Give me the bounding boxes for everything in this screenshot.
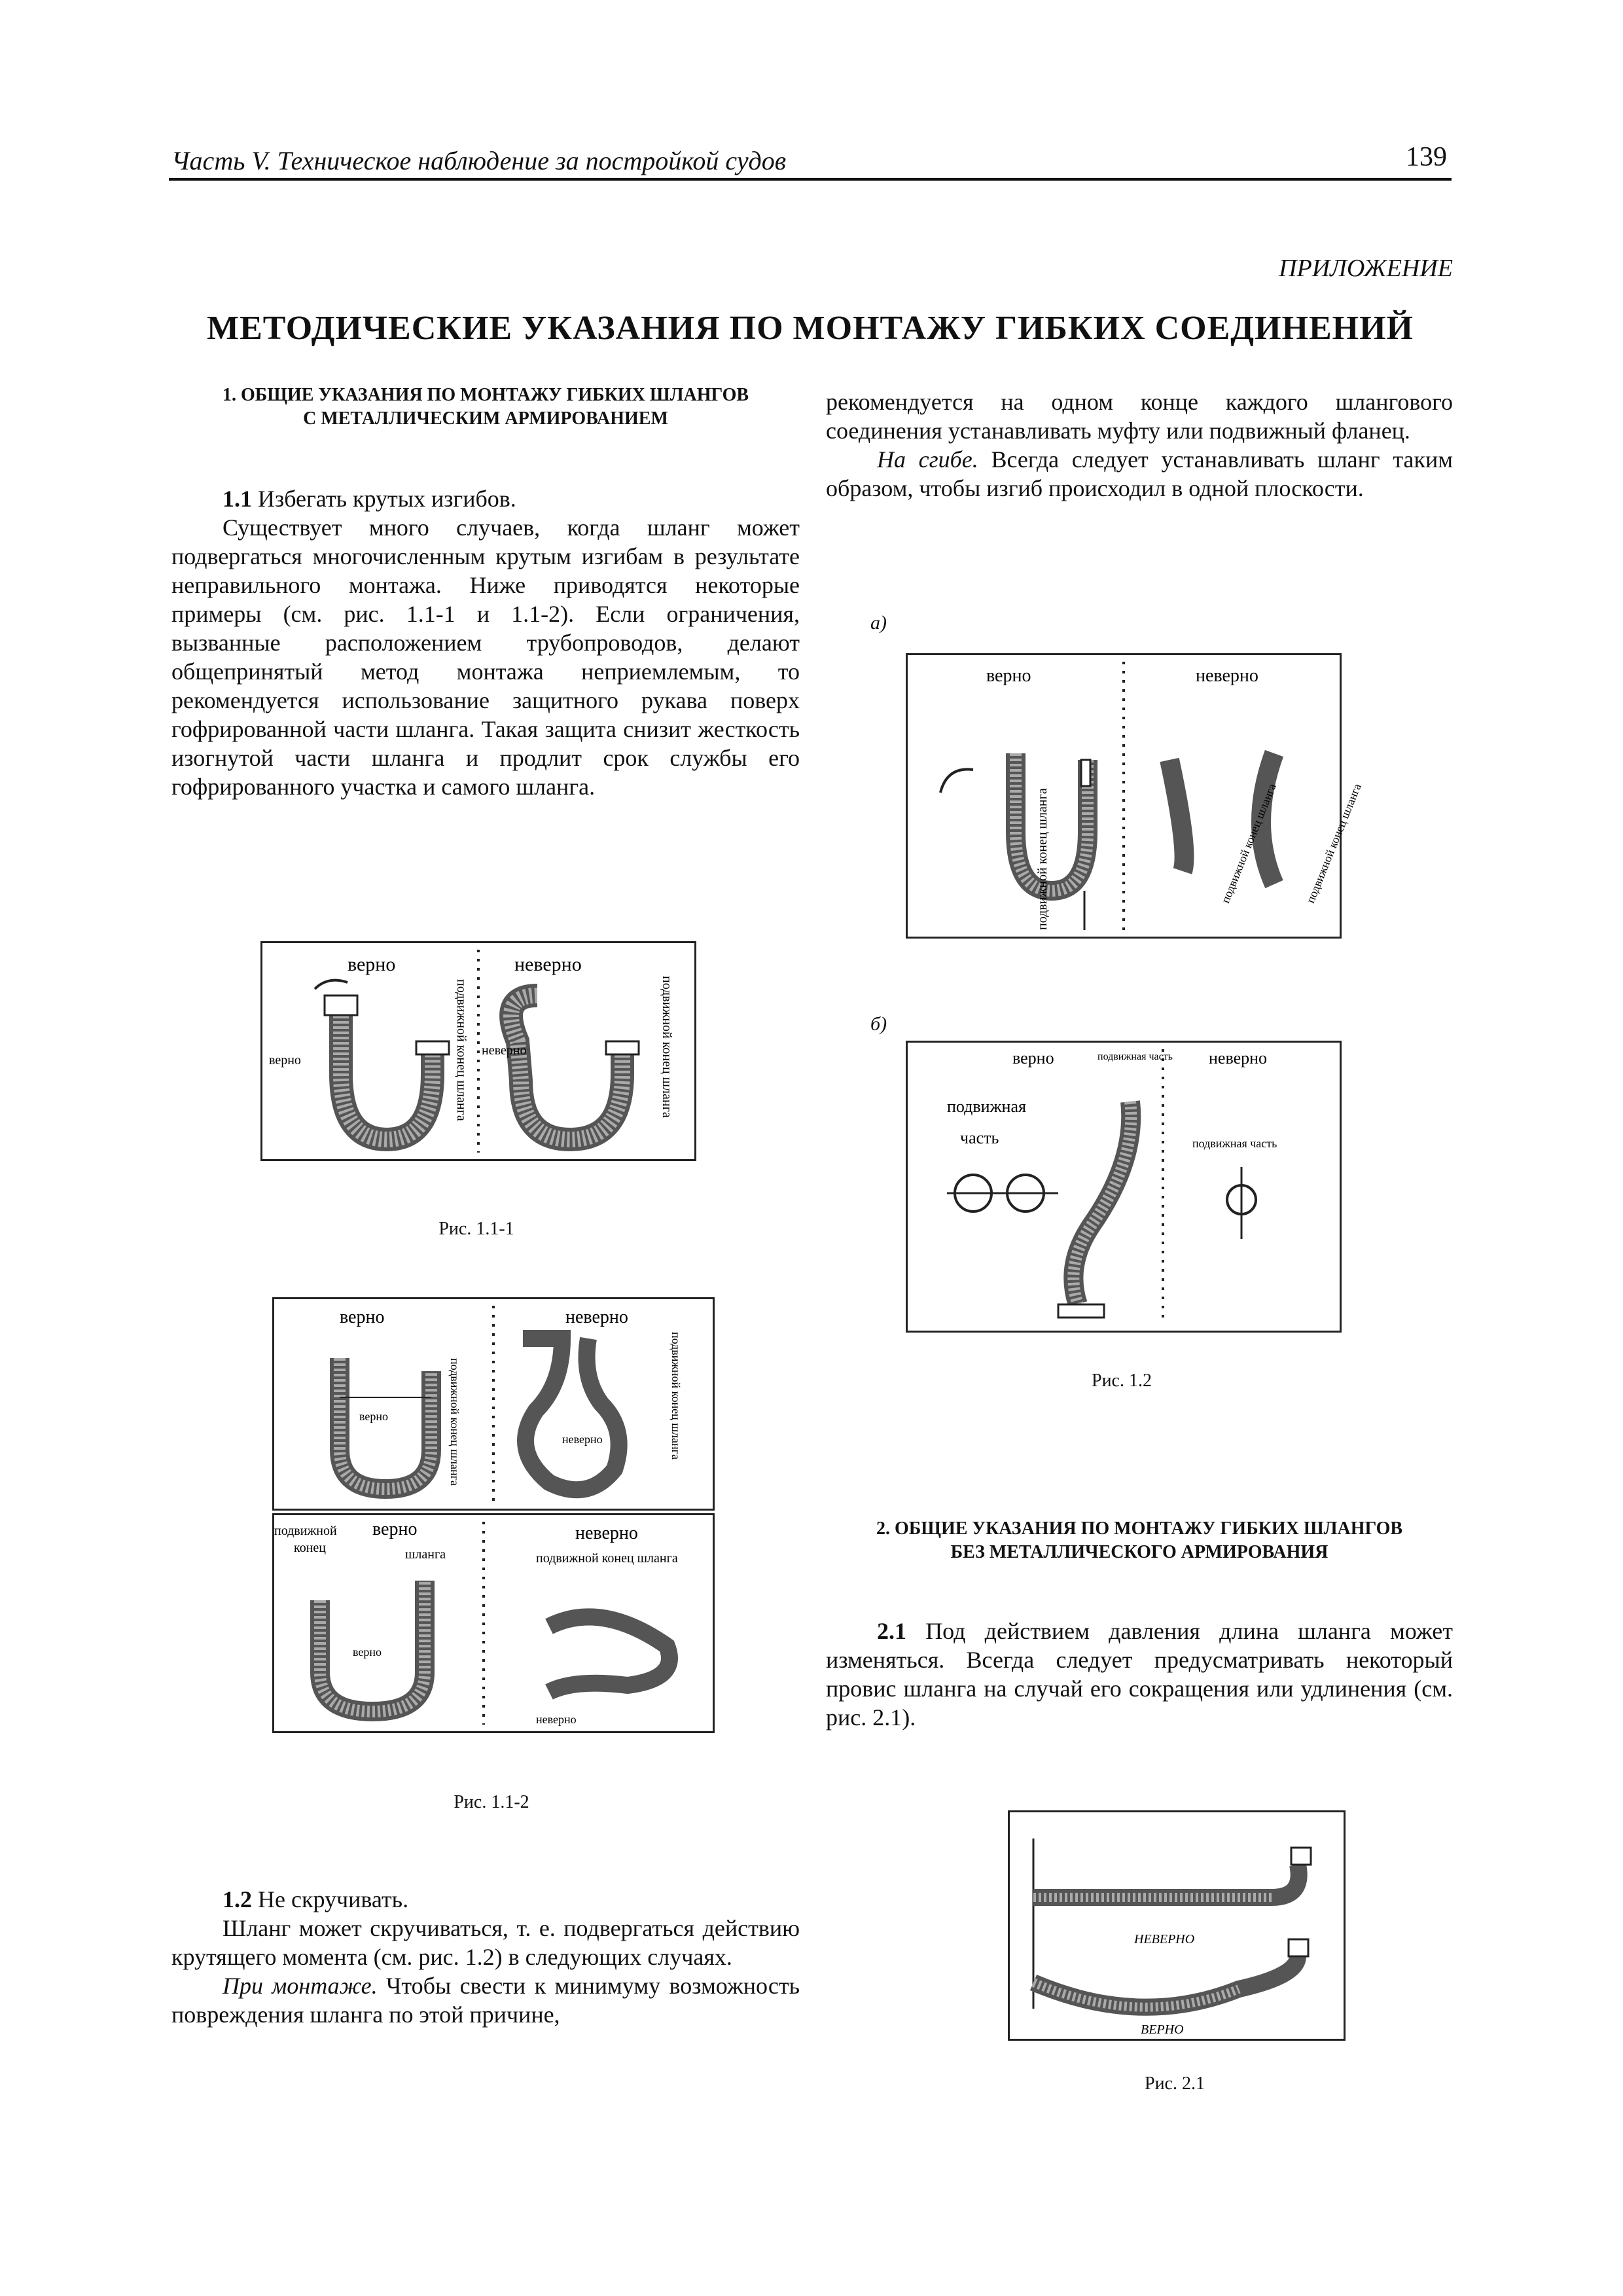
fig12-label-a: а) — [870, 612, 887, 634]
bend-body: Всегда следует устанавливать шланг таким образом, чтобы изгиб происходил в одной плоскости. — [826, 446, 1454, 501]
p12-title: Не скручивать. — [258, 1886, 409, 1912]
figure-1-1-2-caption: Рис. 1.1-2 — [454, 1792, 529, 1812]
running-title: Часть V. Техническое наблюдение за постройкой судов — [171, 146, 787, 175]
p12-mount-italic: При монтаже. — [223, 1973, 378, 1999]
fig112-incorrect-small: неверно — [562, 1433, 603, 1446]
fig12b-incorrect-label: неверно — [1209, 1049, 1268, 1067]
fig12b-movable-part-a: подвижная — [947, 1097, 1026, 1116]
section1-heading-line1: 1. ОБЩИЕ УКАЗАНИЯ ПО МОНТАЖУ ГИБКИХ ШЛАНГОВ — [222, 385, 749, 405]
figure-1-2-b — [906, 1041, 1342, 1333]
fig112b-correct-small: верно — [353, 1645, 382, 1659]
p12-num: 1.2 — [223, 1886, 252, 1912]
p21-body: Под действием давления длина шланга может изменяться. Всегда следует предусматривать некоторый провис шланга на случай его сокращения или удлинения (см. рис. 2.1). — [826, 1618, 1453, 1731]
p11-body: Существует много случаев, когда шланг может подвергаться многочисленным крутым изгибам в результате неправильного монтажа. Ниже приводятся некоторые примеры (см. рис. 1.1-1 и 1.1-2). Если ограничения, вызванные расположением трубопроводов, делают общепринятый метод монтажа неприемлемым, то рекомендуется использование защитного рукава поверх гофрированной части шланга. Такая защита снизит жесткость изогнутой части шланга и продлит срок службы его гофрированного участка и самого шланга. — [171, 514, 800, 800]
fig12b-movable-part-small: подвижная часть — [1192, 1137, 1277, 1150]
paragraph-1-2 — [171, 1885, 800, 2029]
figure-2-1 — [1008, 1810, 1346, 2041]
fig112b-movable-b: конец — [294, 1541, 326, 1555]
fig112-movable-end-right: подвижной конец шланга — [669, 1332, 683, 1460]
section2-heading — [826, 1517, 1453, 1564]
p12-mount-body: Чтобы свести к минимуму возможность повреждения шланга по этой причине, — [171, 1973, 800, 2028]
fig21-incorrect-label: НЕВЕРНО — [1134, 1932, 1195, 1946]
fig112b-hose: шланга — [405, 1547, 446, 1562]
figure-2-1-caption: Рис. 2.1 — [1145, 2073, 1205, 2094]
fig12a-movable-end-left: подвижной конец шланга — [1035, 788, 1050, 930]
section2-heading-line2: БЕЗ МЕТАЛЛИЧЕСКОГО АРМИРОВАНИЯ — [950, 1542, 1329, 1562]
fig12a-incorrect-label: неверно — [1196, 666, 1258, 686]
appendix-label: ПРИЛОЖЕНИЕ — [1279, 255, 1453, 282]
fig112-incorrect-label: неверно — [565, 1307, 628, 1327]
figure-1-1-2-bottom-drawing — [274, 1515, 713, 1731]
fig111-correct-label: верно — [348, 954, 396, 975]
fig112-correct-small: верно — [359, 1410, 389, 1423]
fig112-correct-label: верно — [340, 1307, 385, 1327]
fig111-correct-small: верно — [269, 1053, 301, 1067]
fig111-movable-end-right: подвижной конец шланга — [660, 976, 674, 1118]
figure-1-2-a — [906, 653, 1364, 939]
bend-italic: На сгибе. — [877, 446, 978, 473]
right-column-continuation — [826, 387, 1453, 503]
fig21-correct-label: ВЕРНО — [1141, 2022, 1184, 2037]
paragraph-1-1 — [171, 484, 800, 801]
figure-1-1-1-drawing — [262, 943, 694, 1159]
figure-1-1-2-top-drawing — [274, 1299, 713, 1509]
figure-1-1-1 — [260, 941, 696, 1161]
p21-num: 2.1 — [877, 1618, 906, 1644]
figure-1-2-b-drawing — [908, 1043, 1340, 1331]
fig112b-correct-label: верно — [372, 1519, 418, 1539]
figure-1-1-2-top — [272, 1297, 715, 1511]
fig12-label-b: б) — [870, 1013, 887, 1035]
fig112b-movable-a: подвижной — [274, 1524, 337, 1538]
fig111-incorrect-label: неверно — [514, 954, 582, 975]
figure-1-1-1-caption: Рис. 1.1-1 — [438, 1219, 514, 1239]
right-cont-text: рекомендуется на одном конце каждого шлангового соединения устанавливать муфту или подвижный фланец. — [826, 389, 1453, 444]
section2-heading-line1: 2. ОБЩИЕ УКАЗАНИЯ ПО МОНТАЖУ ГИБКИХ ШЛАНГОВ — [876, 1518, 1403, 1539]
fig112b-incorrect-label: неверно — [575, 1523, 638, 1543]
fig12a-movable-end-right-2: подвижной конец шланга — [1304, 781, 1364, 905]
fig111-movable-end-left: подвижной конец шланга — [454, 979, 469, 1121]
fig112b-movable-end: подвижной конец шланга — [536, 1551, 678, 1566]
section1-heading-line2: С МЕТАЛЛИЧЕСКИМ АРМИРОВАНИЕМ — [303, 408, 668, 429]
fig112b-incorrect-small: неверно — [536, 1713, 577, 1726]
paragraph-2-1 — [826, 1617, 1453, 1732]
fig112-movable-end-left: подвижной конец шланга — [448, 1358, 461, 1486]
figure-1-1-2-bottom — [272, 1513, 715, 1733]
fig12b-correct-label: верно — [1012, 1049, 1054, 1067]
header-rule — [169, 178, 1452, 181]
section1-heading — [171, 384, 800, 431]
figure-1-2-a-drawing — [908, 655, 1364, 937]
fig12a-movable-end-right-1: подвижной конец шланга — [1219, 781, 1279, 905]
p12-body: Шланг может скручиваться, т. е. подвергаться действию крутящего момента (см. рис. 1.2) в следующих случаях. — [171, 1915, 800, 1970]
fig12b-movable-part-small-top: подвижная часть — [1097, 1051, 1173, 1062]
fig12b-movable-part-b: часть — [960, 1128, 999, 1147]
page-number: 139 — [1406, 142, 1447, 172]
figure-1-2-caption: Рис. 1.2 — [1092, 1371, 1152, 1391]
p11-title: Избегать крутых изгибов. — [258, 486, 516, 512]
main-title: МЕТОДИЧЕСКИЕ УКАЗАНИЯ ПО МОНТАЖУ ГИБКИХ СОЕДИНЕНИЙ — [207, 310, 1414, 347]
figure-2-1-drawing — [1010, 1812, 1344, 2039]
fig12a-correct-label: верно — [986, 666, 1031, 686]
p11-num: 1.1 — [223, 486, 252, 512]
fig111-incorrect-small: неверно — [482, 1043, 527, 1058]
